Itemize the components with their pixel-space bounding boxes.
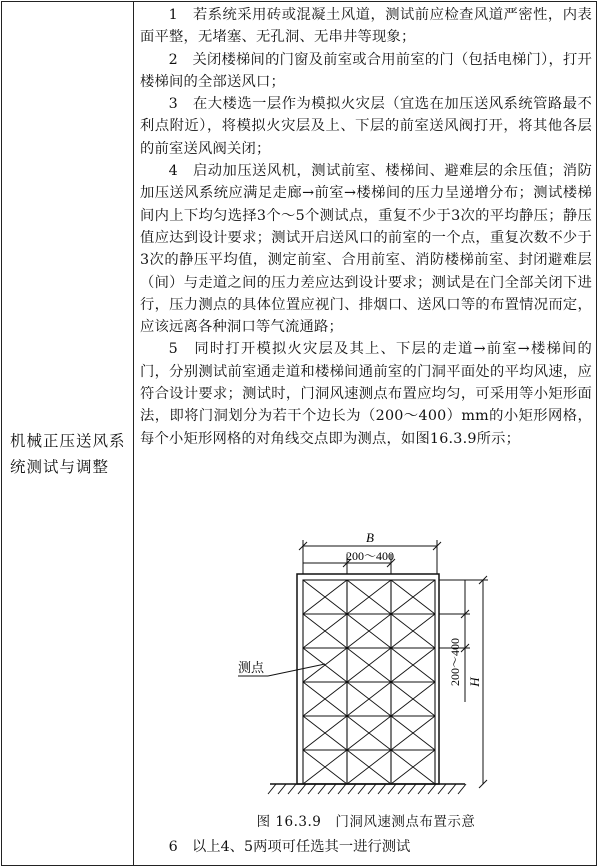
category-cell	[10, 2, 128, 865]
ground-hatch	[268, 784, 466, 794]
content-cell	[140, 4, 592, 450]
label-side-dim: 200～400	[448, 637, 462, 687]
door-opening-figure	[140, 532, 592, 832]
paragraph-6: 6 以上4、5两项可任选其一进行测试	[168, 839, 411, 855]
paragraph-5: 5 同时打开模拟火灾层及其上、下层的走道→前室→楼梯间的门，分别测试前室通走道和楼梯间通前室的门洞平面处的平均风速，应符合设计要求；测试时，门洞风速测点布置应均匀，可采用等小矩形面法，即将门洞划分为若干个边长为（200～400）mm的小矩形网格，每个小矩形网格的对角线交点即为测点，如图16.3.9所示；	[140, 341, 592, 447]
door-grid-diagram	[140, 532, 592, 807]
category-title: 机械正压送风系统测试与调整	[10, 431, 126, 476]
grid-cells	[303, 580, 435, 784]
paragraph-1: 1 若系统采用砖或混凝土风道，测试前应检查风道严密性，内表面平整，无堵塞、无孔洞、无串井等现象；	[140, 7, 592, 46]
label-measure-point: 测点	[238, 661, 265, 676]
label-H: H	[467, 677, 482, 687]
paragraph-2: 2 关闭楼梯间的门窗及前室或合用前室的门（包括电梯门），打开楼梯间的全部送风口；	[140, 51, 592, 90]
paragraph-4: 4 启动加压送风机，测试前室、楼梯间、避难层的余压值；消防加压送风系统应满足走廊→前室→楼梯间的压力呈递增分布；测试楼梯间内上下均匀选择3个～5个测试点，重复不少于3次的平均静压；静压值应达到设计要求；测试开启送风口的前室的一个点，重复次数不少于3次的静压平均值，测定前室、合用前室、消防楼梯前室、封闭避难层（间）与走道之间的压力差应达到设计要求；测试是在门全部关闭下进行，压力测点的具体位置应视门、排烟口、送风口等的布置情况而定，应该远离各种洞口等气流通路；	[140, 163, 592, 336]
column-divider	[133, 2, 134, 865]
figure-caption: 图 16.3.9 门洞风速测点布置示意	[256, 814, 476, 830]
label-top-dim: 200～400	[345, 549, 395, 563]
door-frame	[297, 574, 439, 784]
label-B: B	[366, 532, 374, 545]
paragraph-3: 3 在大楼选一层作为模拟火灾层（宜选在加压送风系统管路最不利点附近），将模拟火灾层及上、下层的前室送风阀打开，将其他各层的前室送风阀关闭；	[140, 96, 592, 157]
